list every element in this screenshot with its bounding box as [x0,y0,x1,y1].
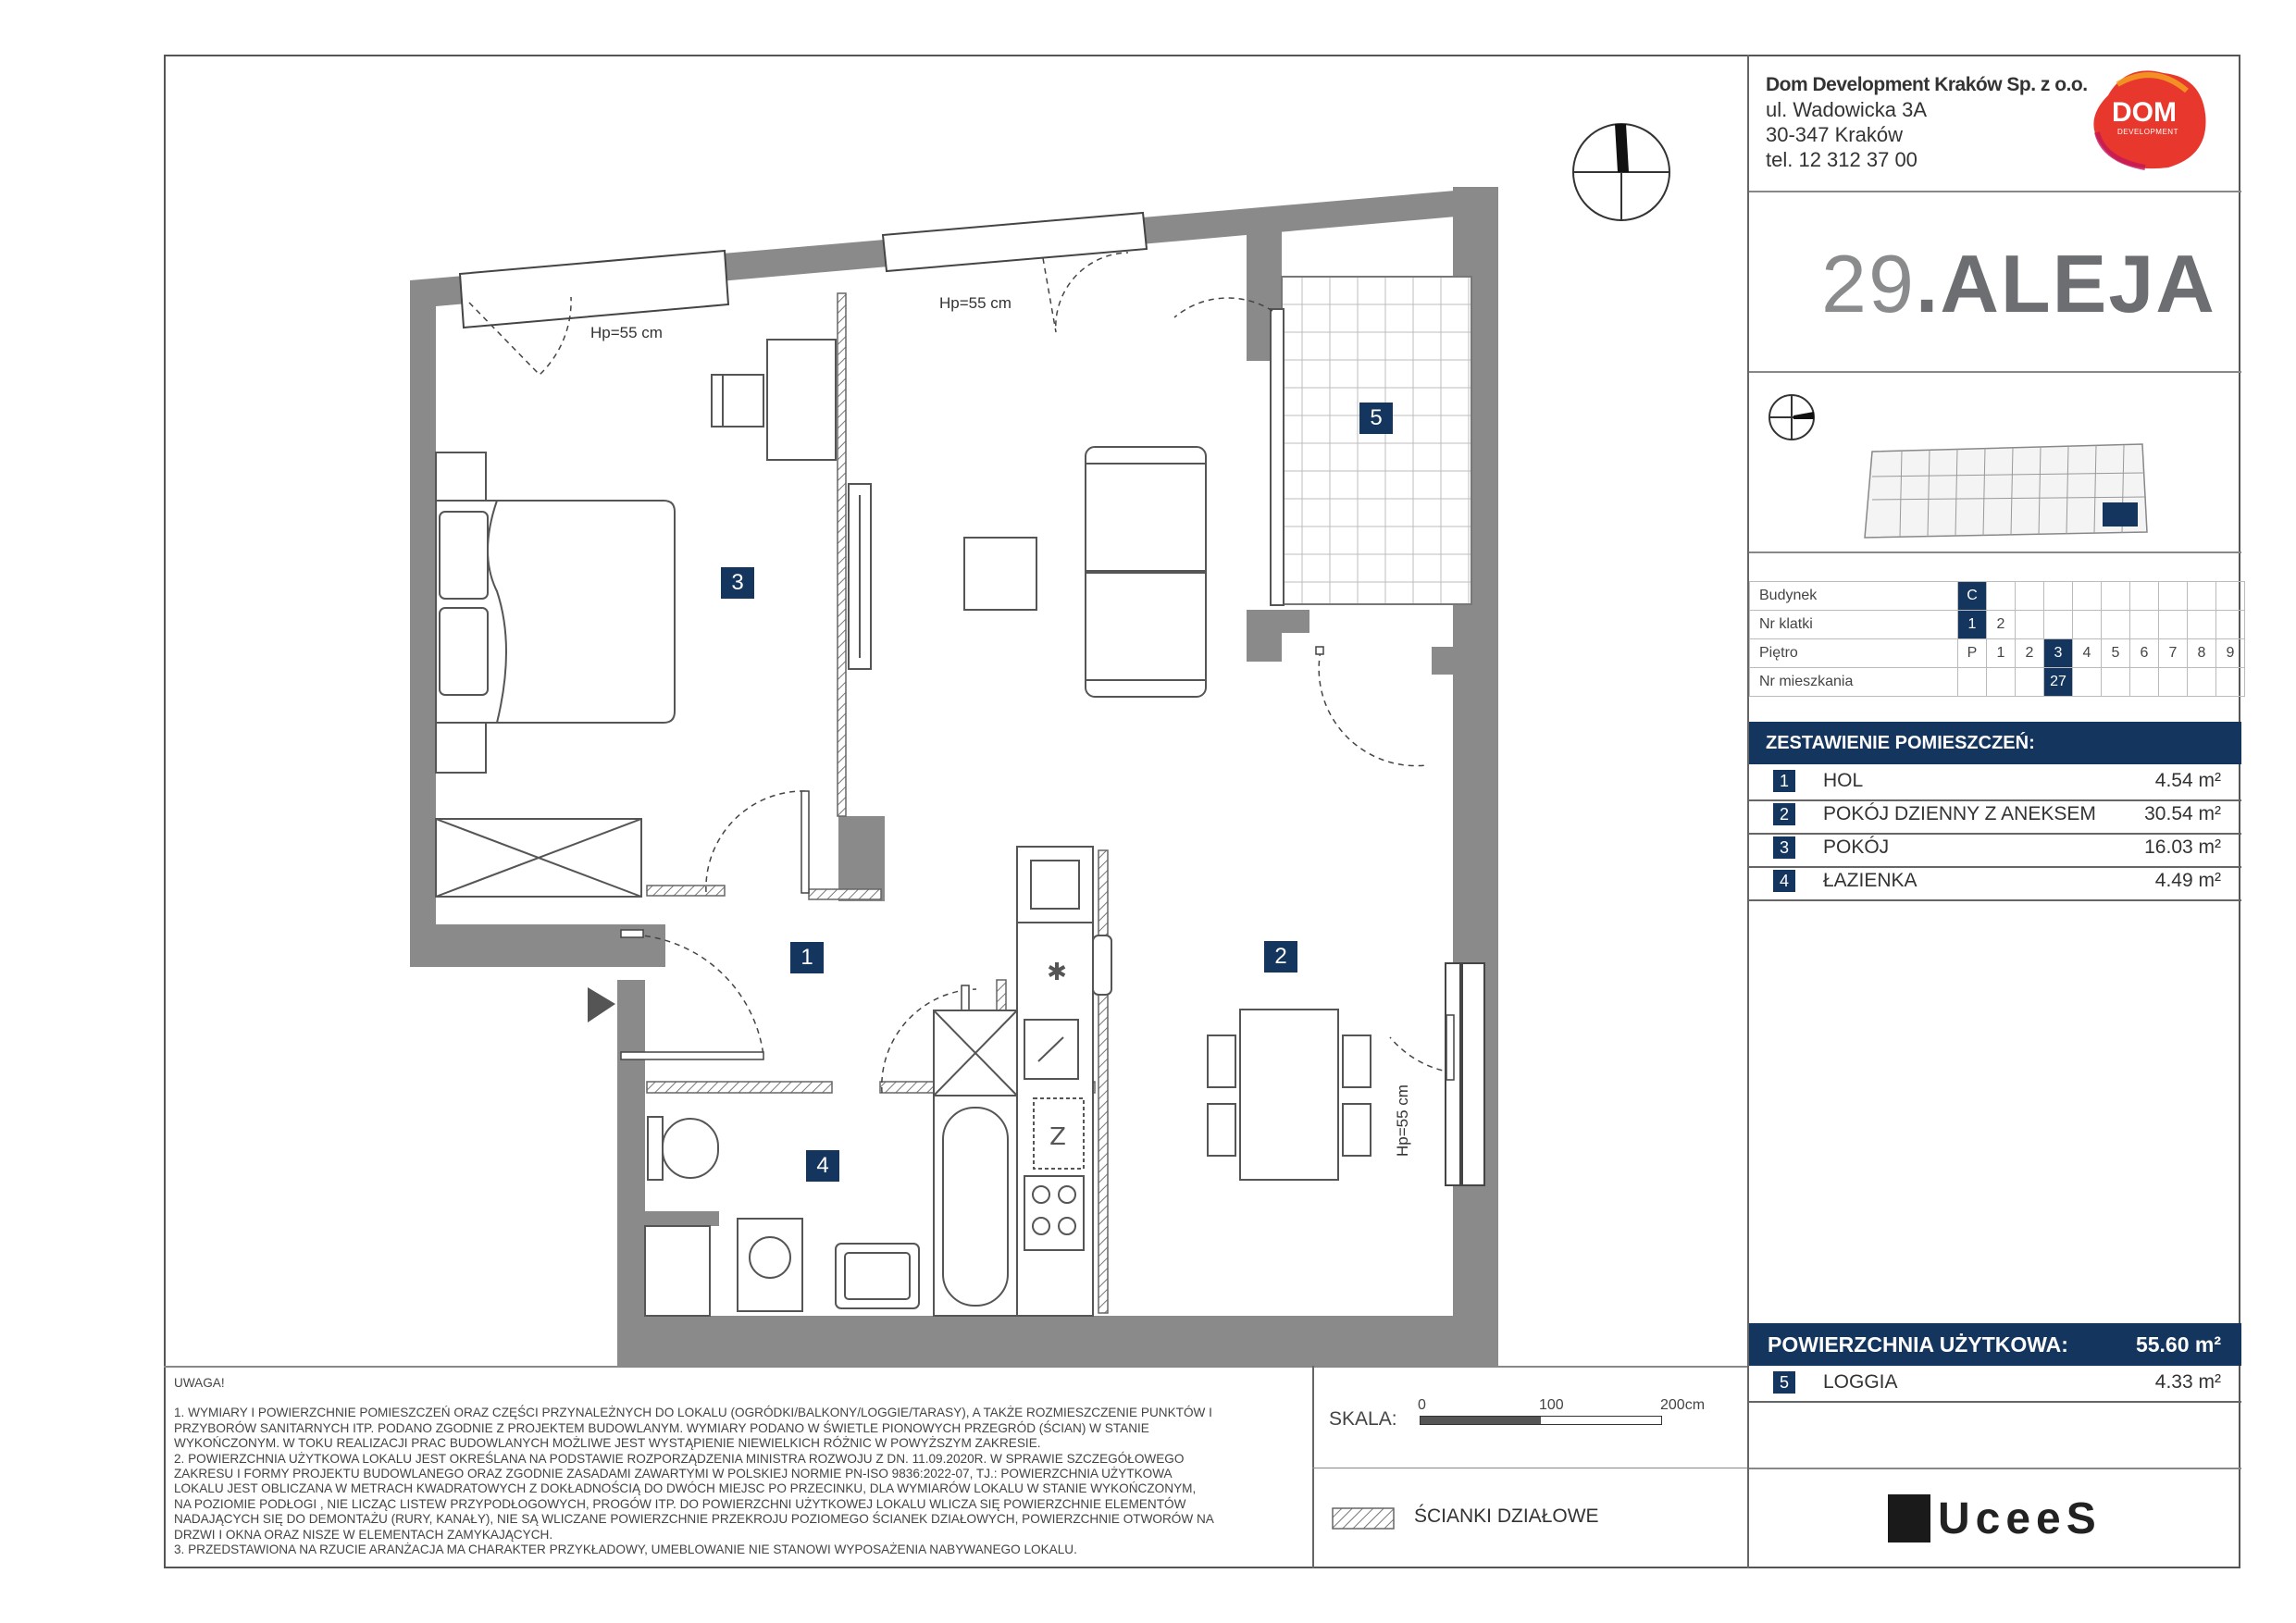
stair-1: 1 [1958,611,1987,639]
room-area: 4.54 m² [2154,770,2221,791]
stair-2: 2 [1987,611,2016,639]
notes-line: WYKOŃCZONYM. W TOKU REALIZACJI PRAC BUDOWLANYCH MOŻLIWE JEST WYSTĄPIENIE NIEWIELKICH RÓŻNIC W POWYŻSZYM ZAKRESIE. [174,1436,1041,1451]
north-arrow-icon [1573,124,1669,220]
floor-cell: 4 [2073,639,2102,668]
floor-cell: 9 [2216,639,2245,668]
notes-line: PRZYBORÓW SANITARNYCH ITP. PODANO ZGODNIE Z PROJEKTEM BUDOWLANYM. WYMIARY PODANO W ŚWIETLE PIONOWYCH PRZEGRÓD (ŚCIAN) W STANIE [174,1420,1149,1435]
dom-logo-sub: DEVELOPMENT [2117,128,2178,136]
partition-wall-legend-swatch [1332,1507,1395,1530]
room-badge-3: 3 [721,567,754,599]
company-address [1766,72,2088,172]
room-number: 4 [1773,870,1795,892]
panel-sep-3 [1749,551,2241,553]
stair-label: Nr klatki [1750,611,1958,639]
stair-row [1750,611,2245,639]
loggia-glass [1271,309,1284,605]
floor-plan [164,55,1747,1366]
project-logo [1821,237,2216,331]
notes-title: UWAGA! [174,1376,225,1390]
panel-sep-2 [1749,371,2241,373]
notes-block [174,1376,1308,1557]
summary-row [1749,866,2241,901]
room-number: 1 [1773,770,1795,792]
partition-wall-legend-label: ŚCIANKI DZIAŁOWE [1414,1505,1599,1527]
floor-cell: 5 [2102,639,2130,668]
summary-row [1749,799,2241,835]
floor-row [1750,639,2245,668]
floor-label: Piętro [1750,639,1958,668]
summary-row [1749,833,2241,868]
room-number: 5 [1773,1371,1795,1394]
floor-cell: 7 [2159,639,2188,668]
notes-line: 2. POWIERZCHNIA UŻYTKOWA LOKALU JEST OKREŚLANA NA PODSTAWIE ROZPORZĄDZENIA MINISTRA ROZWOJU Z DN. 11.09.2020R. W SPRAWIE SZCZEGÓŁOWEGO [174,1451,1185,1466]
notes-line: LOKALU JEST OBLICZANA W METRACH KWADRATOWYCH Z DOKŁADNOŚCIĄ DO DWÓCH MIEJSC PO PRZECINKU, DLA WYMIARÓW LOKALU W STANIE WYKOŃCZONYM, [174,1481,1197,1496]
room-area: 4.33 m² [2154,1371,2221,1393]
floor-cell-selected: 3 [2044,639,2073,668]
room-badge-2: 2 [1264,941,1297,973]
room-area: 4.49 m² [2154,870,2221,891]
loggia-floor [1282,277,1471,604]
floor-cell: 2 [2016,639,2044,668]
company-phone: tel. 12 312 37 00 [1766,148,1917,171]
room-number: 2 [1773,803,1795,825]
scale-label: SKALA: [1329,1408,1397,1430]
usable-area-label: POWIERZCHNIA UŻYTKOWA: [1768,1332,2068,1357]
summary-header: ZESTAWIENIE POMIESZCZEŃ: [1749,722,2241,764]
project-logo-number: 29 [1821,238,1916,329]
scale-tick-0: 0 [1418,1397,1426,1413]
summary-row [1749,766,2241,801]
panel-sep-1 [1749,191,2241,192]
hp-label-living-window: Hp=55 cm [939,294,1011,312]
building-label: Budynek [1750,582,1958,611]
apartment-row [1750,668,2245,697]
scale-tick-100: 100 [1539,1397,1564,1413]
scale-bar [1420,1416,1662,1425]
company-name: Dom Development Kraków Sp. z o.o. [1766,74,2088,95]
building-key-plan [1754,384,2161,546]
building-row [1750,582,2245,611]
room-name: POKÓJ DZIENNY Z ANEKSEM [1823,803,2096,824]
room-badge-5: 5 [1359,403,1393,434]
room-area: 16.03 m² [2144,836,2221,858]
dishwasher-glyph: Z [1049,1123,1066,1151]
floor-cell: 1 [1987,639,2016,668]
floor-cell: P [1958,639,1987,668]
apartment-highlight [2103,502,2138,527]
room-name: LOGGIA [1823,1371,1898,1393]
room-badge-1: 1 [790,942,824,973]
room-badge-4: 4 [806,1150,839,1182]
room-name: POKÓJ [1823,836,1890,858]
notes-line: ZAKRESU I FORMY PROJEKTU BUDOWLANEGO ORAZ ZGODNIE ZASADAMI ZAWARTYMI W POLSKIEJ NORMIE PN-ISO 9836:2022-07, TJ.: POWIERZCHNIA UŻYTKOWA [174,1467,1173,1481]
ucees-logo-u-box [1888,1494,1930,1542]
cooker-glyph: ✱ [1047,959,1067,986]
building-value: C [1958,582,1987,611]
notes-line: 1. WYMIARY I POWIERZCHNIE POMIESZCZEŃ ORAZ CZĘŚCI PRZYNALEŻNYCH DO LOKALU (OGRÓDKI/BALKONY/LOGGIE/TARASY), A TAKŻE ROZMIESZCZENIE PUNKTÓW I [174,1406,1212,1420]
loggia-row [1749,1368,2241,1403]
dom-logo-text: DOM [2112,97,2177,128]
hp-label-side-window: Hp=55 cm [1394,1084,1411,1157]
room-number: 3 [1773,836,1795,859]
floor-cell: 8 [2188,639,2216,668]
apartment-value: 27 [2044,668,2073,697]
ucees-logo-text: UceeS [1938,1493,2102,1543]
room-area: 30.54 m² [2144,803,2221,824]
usable-area-bar [1749,1323,2241,1366]
notes-line: 3. PRZEDSTAWIONA NA RZUCIE ARANŻACJA MA CHARAKTER PRZYKŁADOWY, UMEBLOWANIE NIE STANOWI WYPOSAŻENIA NABYWANEGO LOKALU. [174,1542,1077,1557]
apartment-label: Nr mieszkania [1750,668,1958,697]
company-street: ul. Wadowicka 3A [1766,98,1928,121]
floor-cell: 6 [2130,639,2159,668]
notes-divider [164,1366,1747,1368]
panel-sep-4 [1749,1468,2241,1469]
scale-tick-200: 200cm [1660,1397,1706,1413]
room-name: HOL [1823,770,1864,791]
usable-area-value: 55.60 m² [2135,1332,2221,1357]
notes-line: NADAJĄCYCH SIĘ DO DEMONTAŻU (RURY, KANAŁY), NIE SĄ WLICZANE POWIERZCHNIE PRZEKROJU POZIOMEGO ŚCIANEK DZIAŁOWYCH, POWIERZCHNIE OTWORÓW NA [174,1512,1214,1527]
hp-label-bedroom-window: Hp=55 cm [590,324,663,341]
furniture [436,340,1371,1316]
location-table [1749,581,2245,697]
company-city: 30-347 Kraków [1766,123,1903,146]
dom-development-logo [2090,68,2210,176]
entrance-arrow-icon [588,987,615,1022]
project-logo-name: .ALEJA [1915,238,2216,329]
ucees-logo [1888,1494,2102,1542]
notes-line: DRZWI I OKNA ORAZ NISZE W ELEMENTACH ZAMYKAJĄCYCH. [174,1527,553,1542]
room-name: ŁAZIENKA [1823,870,1917,891]
notes-line: NA POZIOMIE PODŁOGI , NIE LICZĄC LISTEW PRZYPODŁOGOWYCH, PROGÓW ITP. DO POWIERZCHNI UŻYTKOWEJ LOKALU WLICZA SIĘ POWIERZCHNIE ELEMENTÓW [174,1496,1186,1511]
